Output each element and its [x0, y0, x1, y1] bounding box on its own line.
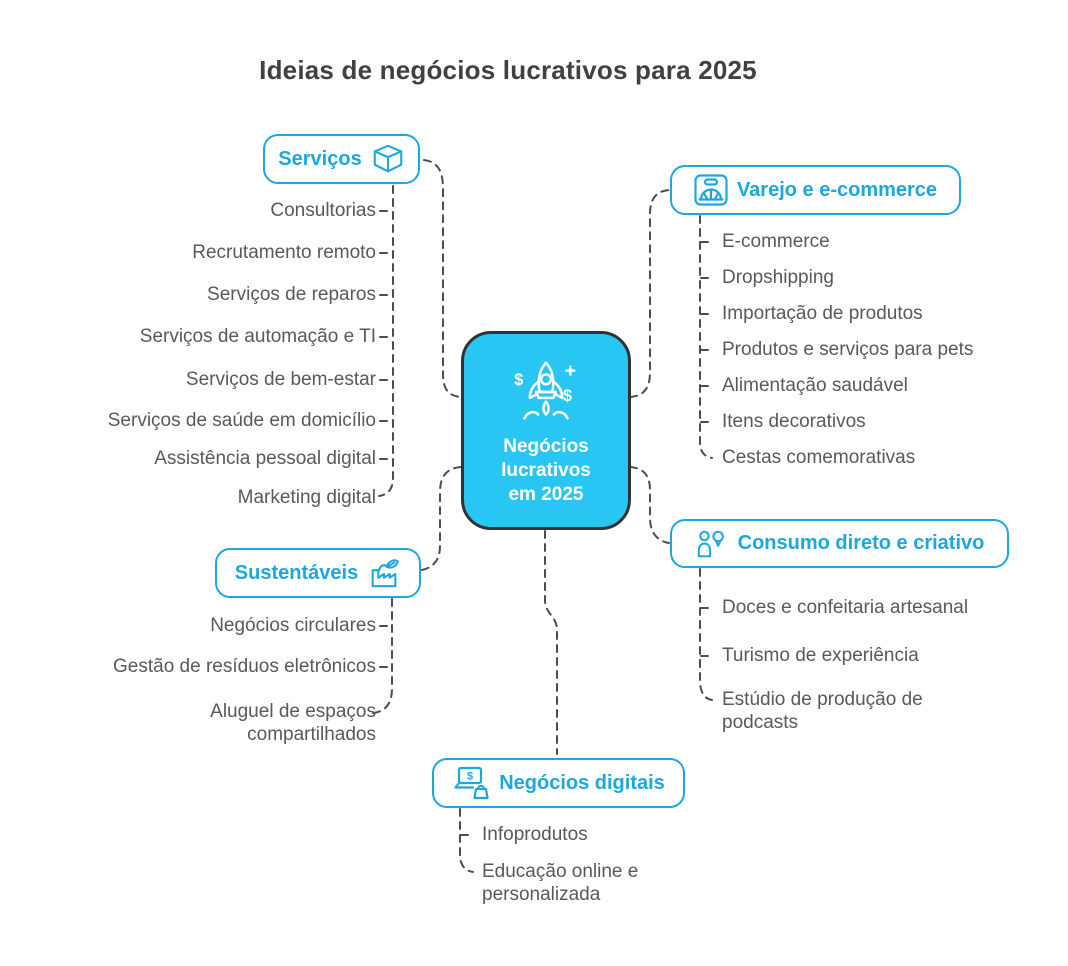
eco-factory-icon — [367, 556, 401, 590]
list-item: Marketing digital — [237, 487, 376, 508]
list-item: Consultorias — [270, 200, 376, 221]
list-item: Alimentação saudável — [722, 375, 908, 396]
svg-text:$: $ — [467, 770, 474, 783]
list-item: Aluguel de espaços compartilhados — [210, 701, 376, 745]
storefront-icon — [694, 174, 728, 206]
list-item: Assistência pessoal digital — [154, 448, 376, 469]
branch-label: Sustentáveis — [234, 561, 359, 584]
page-title: Ideias de negócios lucrativos para 2025 — [259, 55, 757, 85]
list-item: Infoprodutos — [482, 824, 588, 845]
branch-node-varejo — [670, 165, 961, 215]
laptop-shopping-icon — [452, 766, 490, 800]
list-item: Serviços de saúde em domicílio — [107, 410, 376, 431]
list-item: Educação online e personalizada — [482, 861, 639, 905]
rocket-launch-icon — [501, 355, 591, 431]
branch-node-servicos — [263, 134, 420, 184]
list-item: Turismo de experiência — [722, 645, 919, 666]
branch-label: Consumo direto e criativo — [737, 532, 985, 554]
svg-text:$: $ — [562, 385, 573, 405]
branch-label: Serviços — [278, 147, 362, 170]
list-item: Cestas comemorativas — [722, 447, 916, 468]
list-item: Recrutamento remoto — [192, 242, 376, 263]
list-item: Negócios circulares — [210, 615, 376, 636]
list-item: Serviços de reparos — [207, 284, 376, 305]
list-item: Serviços de bem-estar — [185, 369, 376, 390]
central-node — [461, 331, 631, 530]
list-item: Itens decorativos — [722, 411, 866, 432]
list-item: Gestão de resíduos eletrônicos — [113, 656, 376, 677]
list-item: Doces e confeitaria artesanal — [722, 597, 969, 618]
branch-node-consumo — [670, 519, 1009, 568]
list-item: E-commerce — [722, 231, 830, 252]
list-item: Estúdio de produção de podcasts — [722, 689, 923, 733]
list-item: Produtos e serviços para pets — [722, 339, 974, 360]
person-lightbulb-icon — [695, 528, 729, 560]
list-item: Dropshipping — [722, 267, 834, 288]
svg-text:$: $ — [514, 369, 524, 389]
branch-node-sustentaveis — [215, 548, 421, 598]
cube-icon — [371, 142, 405, 176]
branch-node-digitais — [432, 758, 685, 808]
central-node-label: Negócios lucrativos em 2025 — [501, 435, 591, 505]
branch-label: Negócios digitais — [499, 771, 665, 794]
list-item: Serviços de automação e TI — [139, 326, 376, 347]
branch-label: Varejo e e-commerce — [736, 178, 938, 201]
list-item: Importação de produtos — [722, 303, 923, 324]
